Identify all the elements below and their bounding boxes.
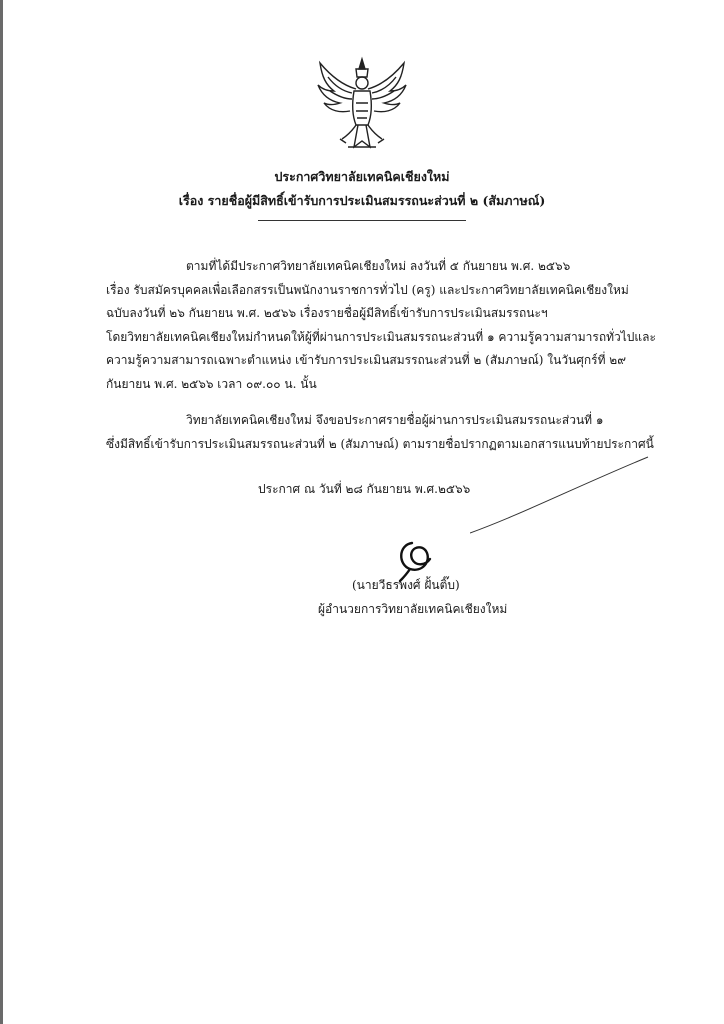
paragraph-line: ฉบับลงวันที่ ๒๖ กันยายน พ.ศ. ๒๕๖๖ เรื่องรายชื่อผู้มีสิทธิ์เข้ารับการประเมินสมรรถนะฯ	[106, 306, 548, 320]
signature-stroke-icon	[470, 455, 650, 535]
garuda-emblem-icon	[312, 55, 412, 155]
announcement-title: ประกาศวิทยาลัยเทคนิคเชียงใหม่	[274, 169, 450, 184]
paragraph-1	[106, 255, 656, 396]
paragraph-line: วิทยาลัยเทคนิคเชียงใหม่ จึงขอประกาศรายชื่อผู้ผ่านการประเมินสมรรถนะส่วนที่ ๑	[186, 413, 604, 427]
paragraph-line: กันยายน พ.ศ. ๒๕๖๖ เวลา ๐๙.๐๐ น. นั้น	[106, 376, 317, 391]
paragraph-line: ตามที่ได้มีประกาศวิทยาลัยเทคนิคเชียงใหม่ ลงวันที่ ๕ กันยายน พ.ศ. ๒๕๖๖	[186, 259, 571, 273]
title-divider	[258, 220, 466, 221]
paragraph-line: เรื่อง รับสมัครบุคคลเพื่อเลือกสรรเป็นพนักงานราชการทั่วไป (ครู) และประกาศวิทยาลัยเทคนิคเชียงใหม่	[106, 282, 629, 297]
paragraph-line: ซึ่งมีสิทธิ์เข้ารับการประเมินสมรรถนะส่วนที่ ๒ (สัมภาษณ์) ตามรายชื่อปรากฏตามเอกสารแนบท้ายประกาศนี้	[106, 436, 654, 451]
announcement-subject: เรื่อง รายชื่อผู้มีสิทธิ์เข้ารับการประเมินสมรรถนะส่วนที่ ๒ (สัมภาษณ์)	[178, 193, 546, 208]
page-edge-shadow	[0, 0, 3, 1024]
signer-title: ผู้อำนวยการวิทยาลัยเทคนิคเชียงใหม่	[318, 602, 508, 616]
paragraph-line: โดยวิทยาลัยเทคนิคเชียงใหม่กำหนดให้ผู้ที่ผ่านการประเมินสมรรถนะส่วนที่ ๑ ความรู้ความสามารถทั่วไปและ	[106, 329, 656, 344]
signer-name: (นายวีธรพงศ์ ฝั้นติ๊บ)	[352, 578, 460, 592]
paragraph-line: ความรู้ความสามารถเฉพาะตำแหน่ง เข้ารับการประเมินสมรรถนะส่วนที่ ๒ (สัมภาษณ์) ในวันศุกร์ที่ ๒๙	[106, 353, 627, 367]
paragraph-2	[106, 409, 656, 456]
announcement-date: ประกาศ ณ วันที่ ๒๘ กันยายน พ.ศ.๒๕๖๖	[258, 482, 471, 496]
